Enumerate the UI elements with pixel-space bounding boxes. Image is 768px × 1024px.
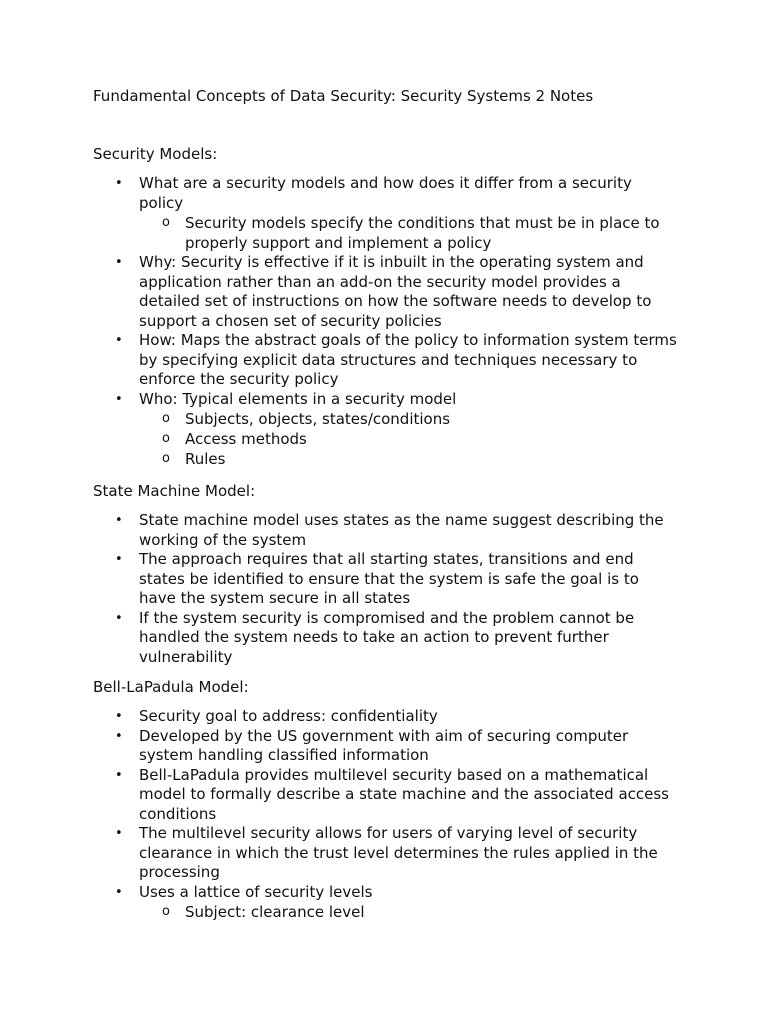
sub-bullet-list (139, 213, 679, 253)
bullet-dot-icon: • (115, 826, 123, 841)
list-item-text: The multilevel security allows for users of varying level of security clearance in which the trust level determines the rules applied in the processing (139, 824, 658, 881)
list-item (93, 883, 679, 923)
sub-list-item-text: Security models specify the conditions that must be in place to properly support and implement a policy (185, 214, 660, 252)
list-item (93, 609, 679, 668)
list-item (93, 390, 679, 470)
list-item (93, 727, 679, 766)
list-item-text: Developed by the US government with aim of securing computer system handling classified information (139, 726, 629, 764)
sub-list-item (139, 213, 685, 253)
sub-list-item (139, 409, 685, 429)
list-item-text: The approach requires that all starting states, transitions and end states be identified to ensure that the system is safe the goal is to have the system secure in all states (139, 550, 639, 607)
list-item-text: Why: Security is effective if it is inbuilt in the operating system and application rather than an add-on the security model provides a detailed set of instructions on how the software needs to develop to support a chosen set of security policies (139, 253, 652, 330)
section-heading: Bell-LaPadula Model: (93, 678, 249, 696)
bullet-list (93, 174, 693, 469)
list-item (93, 824, 679, 883)
sub-bullet-list (139, 902, 679, 922)
sub-bullet-list (139, 409, 679, 469)
sub-list-item-text: Subjects, objects, states/conditions (185, 410, 451, 428)
sub-bullet-circle-icon: o (162, 411, 170, 426)
bullet-dot-icon: • (115, 176, 123, 191)
sub-list-item-text: Access methods (185, 430, 307, 448)
list-item (93, 766, 679, 825)
list-item-text: If the system security is compromised and the problem cannot be handled the system needs to take an action to prevent further vulnerability (139, 608, 635, 666)
list-item-text: What are a security models and how does it differ from a security policy (139, 174, 632, 212)
bullet-dot-icon: • (115, 709, 123, 724)
list-item-text: Bell-LaPadula provides multilevel security based on a mathematical model to formally describe a state machine and the associated access conditions (139, 765, 669, 823)
list-item (93, 511, 679, 550)
bullet-dot-icon: • (115, 552, 123, 567)
section-security-models (93, 144, 693, 469)
bullet-dot-icon: • (115, 767, 123, 783)
sub-bullet-circle-icon: o (162, 431, 170, 446)
list-item-text: How: Maps the abstract goals of the policy to information system terms by specifying explicit data structures and techniques necessary to enforce the security policy (139, 331, 677, 388)
bullet-dot-icon: • (115, 513, 123, 528)
section-heading: State Machine Model: (93, 482, 256, 500)
list-item (93, 550, 679, 609)
sub-list-item (139, 902, 685, 922)
bullet-dot-icon: • (115, 333, 123, 348)
sub-list-item (139, 429, 685, 449)
list-item (93, 253, 679, 331)
sub-list-item-text: Subject: clearance level (185, 903, 365, 921)
list-item-text: Uses a lattice of security levels (139, 882, 373, 901)
section-state-machine-model (93, 481, 693, 667)
list-item (93, 707, 679, 727)
bullet-list (93, 707, 693, 922)
list-item (93, 174, 679, 253)
list-item (93, 331, 679, 390)
list-item-text: Security goal to address: confidentiality (139, 707, 438, 725)
bullet-dot-icon: • (115, 255, 123, 270)
sub-bullet-circle-icon: o (162, 451, 170, 466)
bullet-dot-icon: • (115, 728, 123, 744)
sub-list-item (139, 449, 685, 469)
section-bell-lapadula-model (93, 677, 693, 922)
bullet-list (93, 511, 693, 667)
list-item-text: Who: Typical elements in a security model (139, 389, 457, 408)
sub-bullet-circle-icon: o (162, 215, 170, 230)
sub-bullet-circle-icon: o (162, 904, 170, 919)
sub-list-item-text: Rules (185, 450, 226, 468)
bullet-dot-icon: • (115, 391, 123, 407)
bullet-dot-icon: • (115, 884, 123, 900)
list-item-text: State machine model uses states as the name suggest describing the working of the system (139, 511, 664, 549)
section-heading: Security Models: (93, 145, 218, 163)
bullet-dot-icon: • (115, 610, 123, 626)
document-title: Fundamental Concepts of Data Security: Security Systems 2 Notes (93, 87, 594, 105)
